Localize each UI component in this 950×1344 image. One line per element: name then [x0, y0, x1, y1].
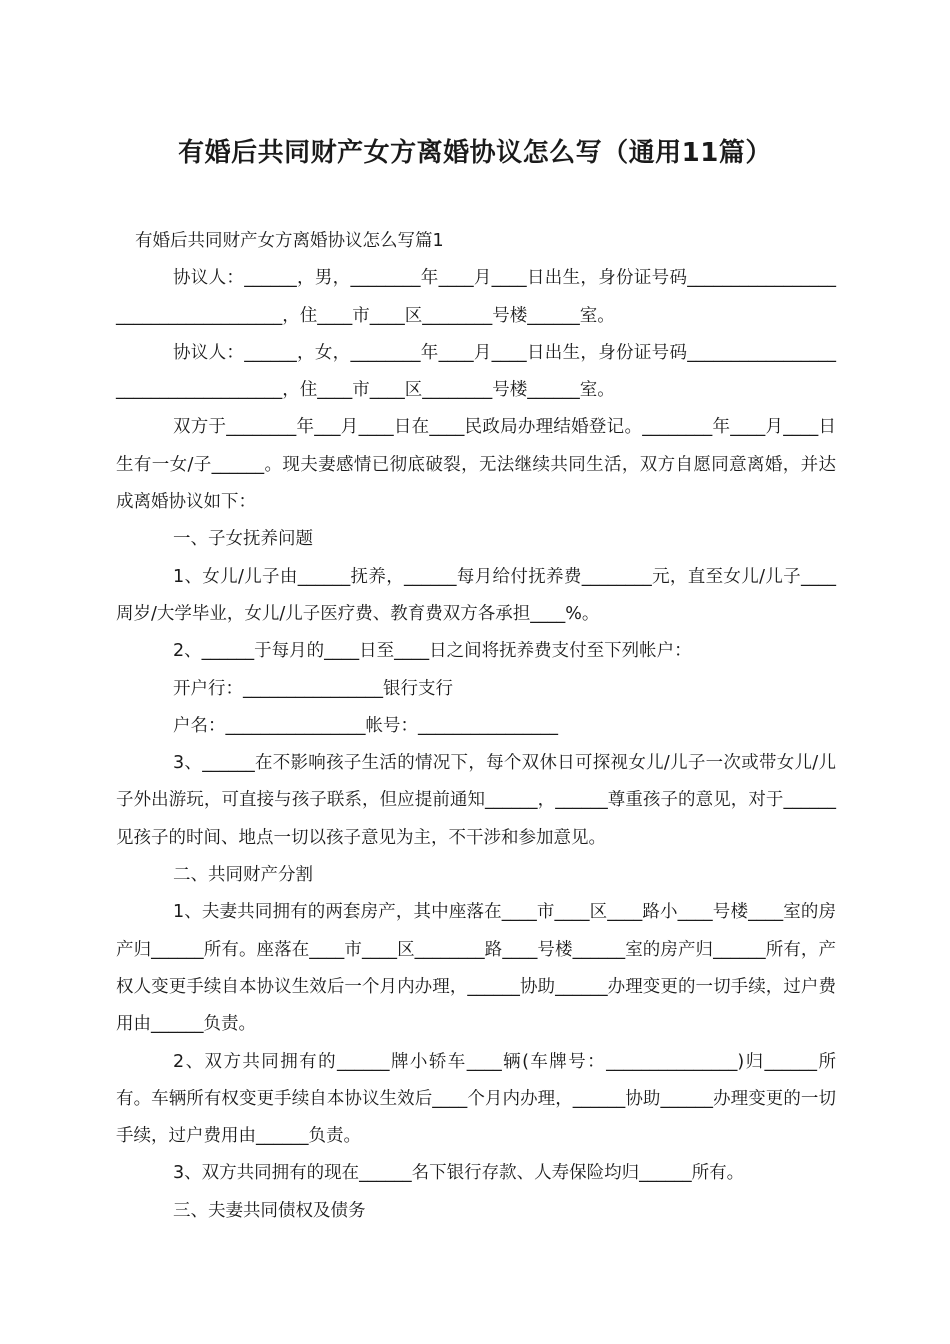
- heading-child-custody: 一、子女抚养问题: [173, 529, 313, 550]
- paragraph-party-female: 协议人：______，女，________年____月____日出生，身份证号码____________________________________，住____市____区________号楼______室。: [116, 342, 836, 401]
- paragraph-account-info: 户名：________________帐号：________________: [173, 715, 558, 736]
- paragraph-bank-branch: 开户行：________________银行支行: [173, 678, 453, 699]
- paragraph-child-support: 1、女儿/儿子由______抚养，______每月给付抚养费________元，直至女儿/儿子____周岁/大学毕业，女儿/儿子医疗费、教育费双方各承担____%。: [116, 566, 836, 624]
- paragraph-savings: 3、双方共同拥有的现在______名下银行存款、人寿保险均归______所有。: [173, 1163, 745, 1184]
- paragraph-real-estate: 1、夫妻共同拥有的两套房产，其中座落在____市____区____路小____号楼____室的房产归______所有。座落在____市____区________路____号楼______室的房产归______所有，产权人变更手续自本协议生效后一个月内办理，______协助______办理变更的一切手续，过户费用由______负责。: [116, 902, 836, 1035]
- document-title: 有婚后共同财产女方离婚协议怎么写（通用11篇）: [178, 138, 772, 168]
- paragraph-marriage-info: 双方于________年___月____日在____民政局办理结婚登记。________年____月____日生有一女/子______。现夫妻感情已彻底破裂，无法继续共同生活，双方自愿同意离婚，并达成离婚协议如下：: [116, 417, 836, 513]
- paragraph-vehicle: 2、双方共同拥有的______牌小轿车____辆(车牌号：_______________)归______所有。车辆所有权变更手续自本协议生效后____个月内办理，______协助______办理变更的一切手续，过户费用由______负责。: [116, 1051, 836, 1147]
- section-heading: 有婚后共同财产女方离婚协议怎么写篇1: [135, 231, 444, 251]
- document-body: [116, 223, 836, 1230]
- paragraph-visitation: 3、______在不影响孩子生活的情况下，每个双休日可探视女儿/儿子一次或带女儿/儿子外出游玩，可直接与孩子联系，但应提前通知______，______尊重孩子的意见，对于______见孩子的时间、地点一切以孩子意见为主，不干涉和参加意见。: [116, 753, 836, 848]
- heading-property-division: 二、共同财产分割: [173, 865, 313, 886]
- heading-debts: 三、夫妻共同债权及债务: [173, 1200, 366, 1221]
- paragraph-party-male: 协议人：______，男，________年____月____日出生，身份证号码____________________________________，住____市____区________号楼______室。: [116, 268, 836, 326]
- paragraph-payment-schedule: 2、______于每月的____日至____日之间将抚养费支付至下列帐户：: [173, 641, 692, 662]
